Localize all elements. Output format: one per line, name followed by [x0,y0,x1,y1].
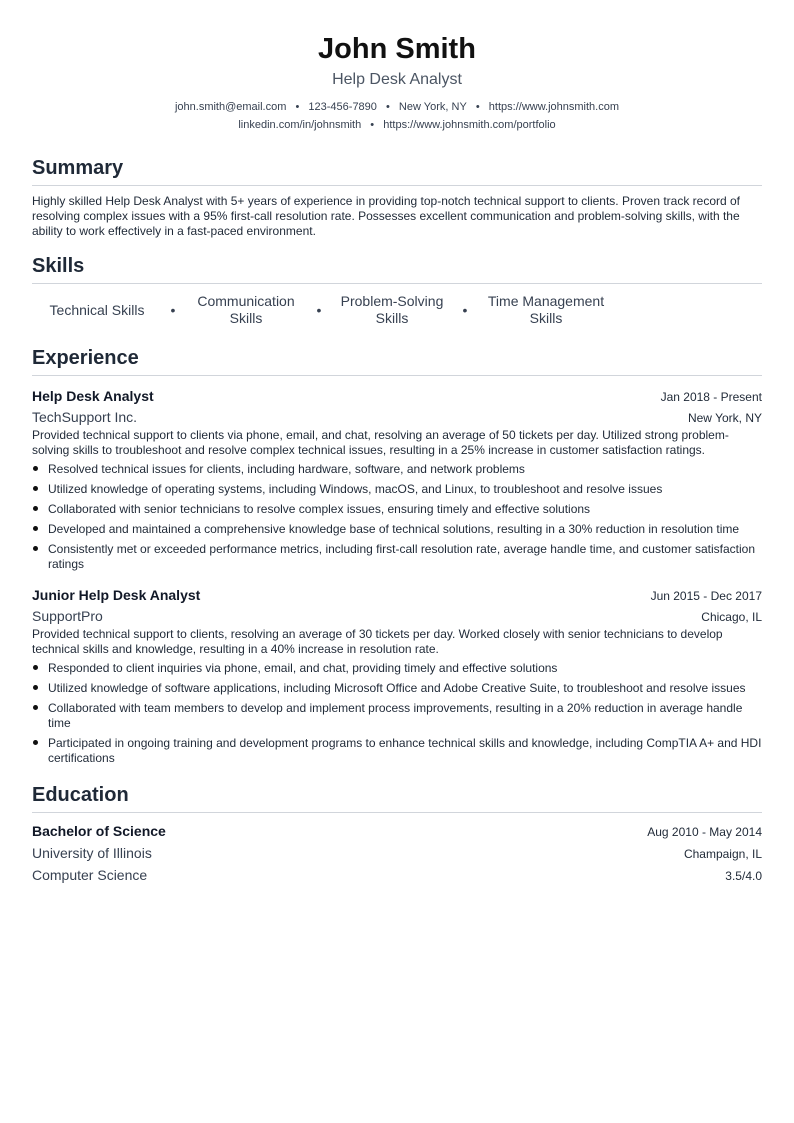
bullet-icon [33,526,38,531]
resume-page [32,0,762,887]
education-dates: Aug 2010 - May 2014 [647,825,762,839]
job-entry [32,585,762,766]
bullet-text: Consistently met or exceeded performance metrics, including first-call resolution rate, average handle time, and customer satisfaction ratings [48,542,755,571]
website-link[interactable]: https://www.johnsmith.com [488,101,620,113]
bullet-item [32,502,762,517]
bullet-icon [33,486,38,491]
contact-line-1 [32,98,762,116]
education-entry [32,821,762,887]
bullet-item [32,701,762,731]
location-text: New York, NY [398,101,467,113]
skill-item: Time Management Skills [487,293,605,326]
bullet-icon [33,466,38,471]
portfolio-link[interactable]: https://www.johnsmith.com/portfolio [383,119,556,131]
bullet-icon [33,506,38,511]
job-description: Provided technical support to clients via phone, email, and chat, resolving an average of 50 tickets per day. Utilized strong problem-solving skills to troubleshoot and resolve complex technical issues, resulting in a 25% increase in customer satisfaction ratings. [32,428,729,457]
gpa-value: 3.5/4.0 [725,869,762,883]
skill-item: Problem-Solving Skills [340,293,444,326]
candidate-title: Help Desk Analyst [332,71,462,88]
job-bullets [32,661,762,766]
job-bullets [32,462,762,572]
bullet-icon [33,546,38,551]
contact-separator: • [475,101,480,113]
job-location: New York, NY [687,411,762,425]
summary-text: Highly skilled Help Desk Analyst with 5+ years of experience in providing top-notch technical support to clients. Proven track record of resolving complex issues with a 95% first-call resolution rate. Possesses excellent communication and problem-solving skills, with the ability to work effectively in a fast-paced environment. [32,194,741,238]
school-location: Champaign, IL [683,847,762,861]
bullet-icon [33,665,38,670]
degree-name: Bachelor of Science [32,823,166,839]
skill-item: Communication Skills [197,293,295,326]
skill-separator: • [170,302,176,318]
bullet-item [32,522,762,537]
linkedin-link[interactable]: linkedin.com/in/johnsmith [238,119,362,131]
bullet-icon [33,740,38,745]
section-heading-experience: Experience [32,345,762,376]
school-name: University of Illinois [32,845,152,861]
skills-section [32,253,762,327]
bullet-item [32,661,762,676]
contact-separator: • [295,101,300,113]
section-heading-summary: Summary [32,155,762,186]
job-location: Chicago, IL [701,610,762,624]
company-name: SupportPro [32,608,103,624]
contact-line-2 [32,116,762,134]
bullet-text: Collaborated with senior technicians to resolve complex issues, ensuring timely and effective solutions [48,502,591,516]
job-dates: Jan 2018 - Present [660,390,762,404]
bullet-text: Resolved technical issues for clients, including hardware, software, and network problems [48,462,525,476]
bullet-item [32,482,762,497]
skill-item: Technical Skills [49,301,145,318]
bullet-text: Utilized knowledge of operating systems, including Windows, macOS, and Linux, to troubleshoot and resolve issues [48,482,663,496]
experience-section [32,345,762,766]
bullet-item [32,542,762,572]
bullet-icon [33,705,38,710]
education-section [32,782,762,887]
bullet-icon [33,685,38,690]
contact-separator: • [370,119,375,131]
skill-separator: • [316,302,322,318]
job-description: Provided technical support to clients, resolving an average of 30 tickets per day. Worked closely with senior technicians to develop technical skills and knowledge, resulting in a 40% increase in resolution rate. [32,627,723,656]
job-title: Junior Help Desk Analyst [32,587,201,603]
job-dates: Jun 2015 - Dec 2017 [650,589,762,603]
bullet-text: Developed and maintained a comprehensive knowledge base of technical solutions, resulting in a 30% reduction in resolution time [48,522,740,536]
contact-separator: • [385,101,390,113]
candidate-name: John Smith [318,33,476,65]
section-heading-skills: Skills [32,253,762,284]
bullet-item [32,462,762,477]
bullet-text: Utilized knowledge of software applications, including Microsoft Office and Adobe Creative Suite, to troubleshoot and resolve issues [48,681,746,695]
bullet-item [32,736,762,766]
bullet-text: Responded to client inquiries via phone, email, and chat, providing timely and effective solutions [48,661,558,675]
bullet-text: Participated in ongoing training and development programs to enhance technical skills and knowledge, including CompTIA A+ and HDI certifications [48,736,762,765]
job-entry [32,386,762,572]
job-title: Help Desk Analyst [32,388,154,404]
bullet-item [32,681,762,696]
bullet-text: Collaborated with team members to develop and implement process improvements, resulting in a 20% reduction in average handle time [48,701,743,730]
skill-separator: • [462,302,468,318]
skills-list [32,293,762,327]
section-heading-education: Education [32,782,762,813]
resume-header [32,0,762,134]
phone-text: 123-456-7890 [308,101,377,113]
company-name: TechSupport Inc. [32,409,138,425]
summary-section [32,155,762,239]
email-link[interactable]: john.smith@email.com [174,101,287,113]
field-of-study: Computer Science [32,867,148,883]
